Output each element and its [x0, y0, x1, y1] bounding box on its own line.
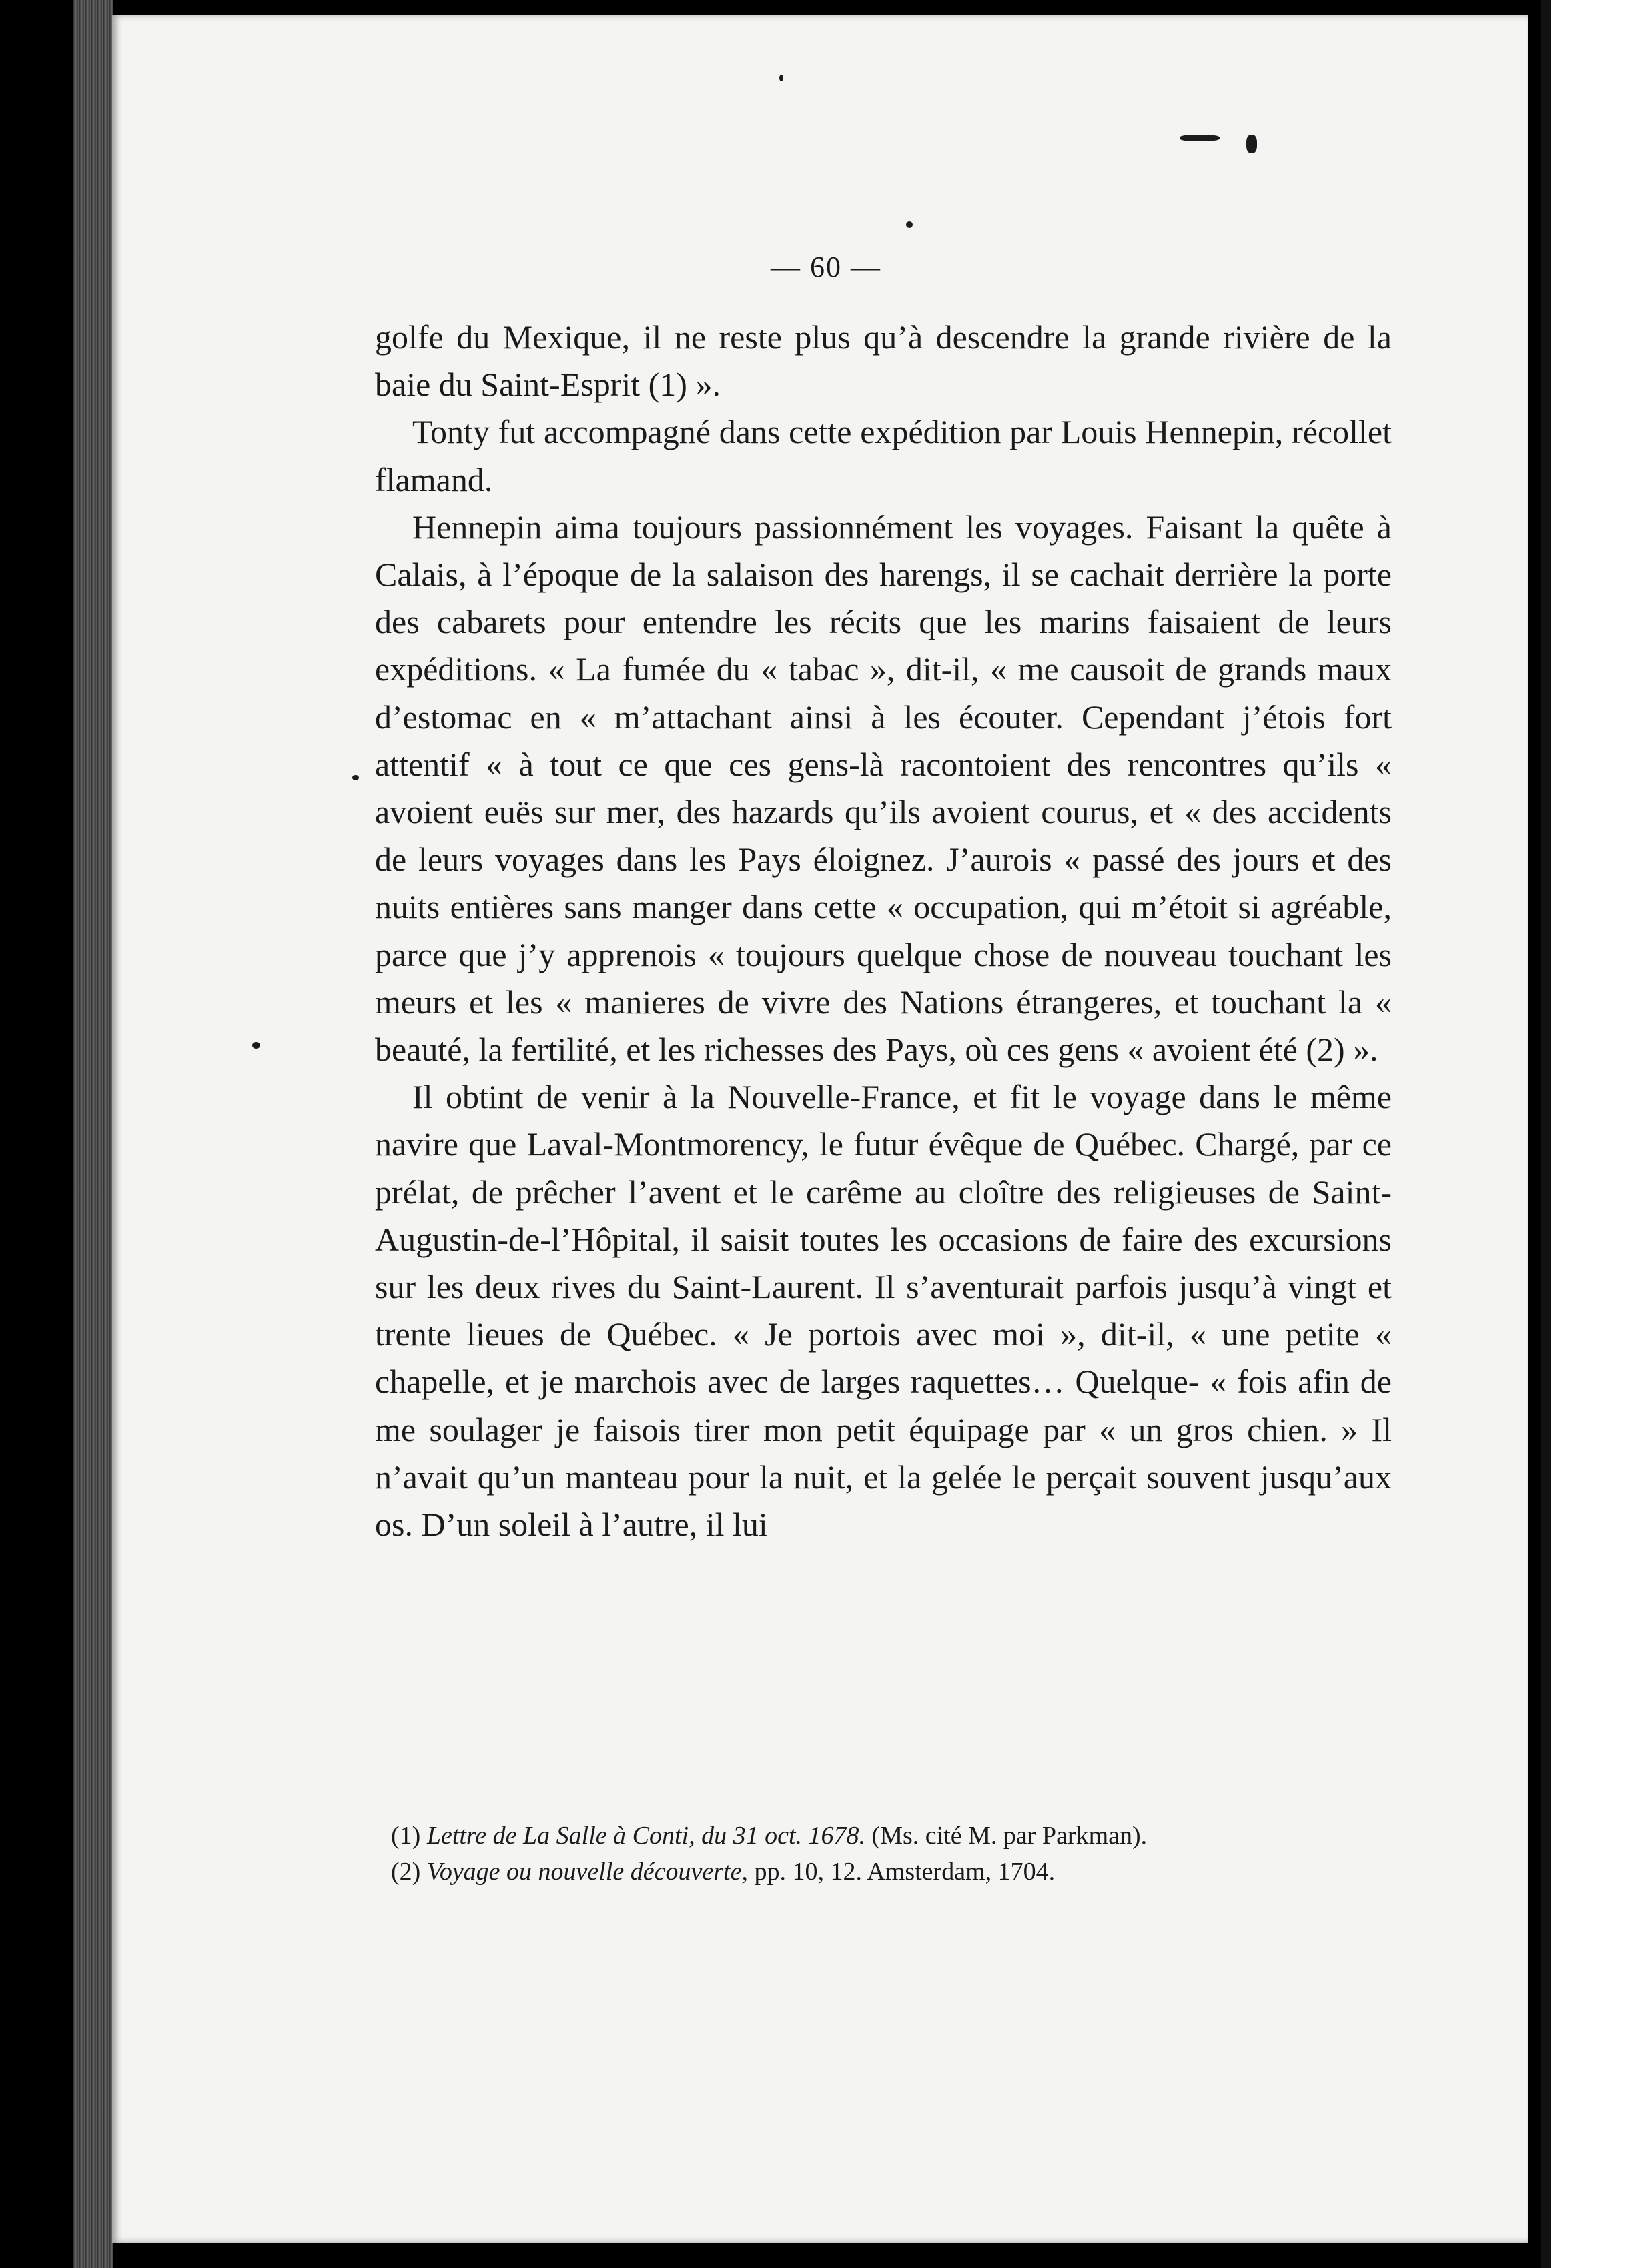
paragraph: Tonty fut accompagné dans cette expédition par Louis Hennepin, récollet flamand. — [375, 413, 1392, 498]
paragraph: Il obtint de venir à la Nouvelle-France, et fit le voyage dans le même navire que Laval-Montmorency, le futur évêque de Québec. Chargé, par ce prélat, de prêcher l’avent et le carême au cloître des religieuses de Saint-Augustin-de-l’Hôpital, il saisit toutes les occasions de faire des excursions sur les deux rives du Saint-Laurent. Il s’aventurait parfois jusqu’à vingt et trente lieues de Québec. « Je portois avec moi », dit-il, « une petite « chapelle, et je marchois avec de larges raquettes… Quelque- « fois afin de me soulager je faisois tirer mon petit équipage par « un gros chien. » Il n’avait qu’un manteau pour la nuit, et la gelée le perçait souvent jusqu’aux os. D’un soleil à l’autre, il lui — [375, 1078, 1392, 1544]
body-text — [375, 314, 1392, 1548]
scan-speck — [252, 1042, 260, 1049]
book-page-edge — [73, 0, 113, 2268]
footnote — [391, 1854, 1392, 1890]
scan-speck — [352, 775, 359, 780]
scan-speck — [906, 221, 913, 228]
paragraph: Hennepin aima toujours passionnément les voyages. Faisant la quête à Calais, à l’époque de la salaison des harengs, il se cachait derrière la porte des cabarets pour entendre les récits que les marins faisaient de leurs expéditions. « La fumée du « tabac », dit-il, « me causoit de grands maux d’estomac en « m’attachant ainsi à les écouter. Cependant j’étois fort attentif « à tout ce que ces gens-là racontoient des rencontres qu’ils « avoient euës sur mer, des hazards qu’ils avoient courus, et « des accidents de leurs voyages dans les Pays éloignez. J’aurois « passé des jours et des nuits entières sans manger dans cette « occupation, qui m’étoit si agréable, parce que j’y apprenois « toujours quelque chose de nouveau touchant les meurs et les « manieres de vivre des Nations étrangeres, et touchant la « beauté, la fertilité, et les richesses des Pays, où ces gens « avoient été (2) ». — [375, 508, 1392, 1069]
footnote — [391, 1818, 1392, 1854]
page-number: — 60 — — [771, 251, 881, 284]
scan-speck — [1246, 135, 1257, 153]
footnote-title: Lettre de La Salle à Conti, du 31 oct. 1678. — [426, 1822, 866, 1850]
footnote-source: pp. 10, 12. Amsterdam, 1704. — [754, 1858, 1056, 1886]
scan-speck — [1180, 135, 1220, 141]
scan-margin-right — [1541, 0, 1652, 2268]
scan-speck — [779, 75, 783, 81]
paragraph-continued: golfe du Mexique, il ne reste plus qu’à descendre la grande rivière de la baie du Saint-Esprit (1) ». — [375, 318, 1392, 404]
footnote-source: (Ms. cité M. par Parkman). — [871, 1822, 1148, 1850]
footnote-marker: (1) — [391, 1822, 421, 1850]
footnote-title: Voyage ou nouvelle découverte, — [426, 1858, 748, 1886]
footnote-marker: (2) — [391, 1858, 421, 1886]
footnotes — [391, 1818, 1392, 1890]
